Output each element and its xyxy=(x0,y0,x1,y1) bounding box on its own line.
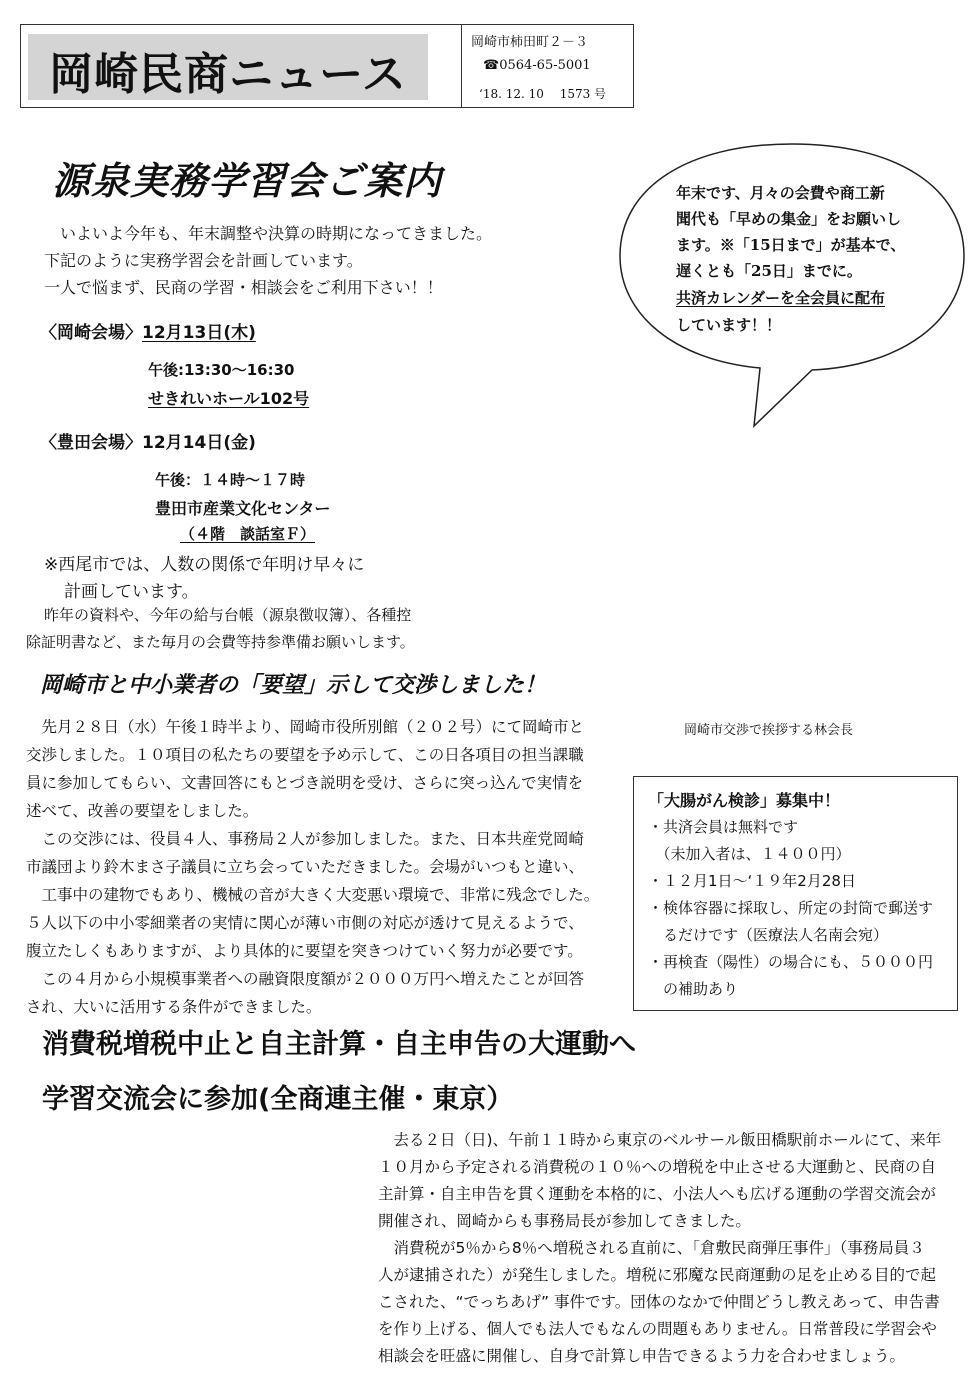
negotiation-body-5: この交渉には、役員４人、事務局２人が参加しました。また、日本共産党岡崎 xyxy=(26,830,585,848)
screening-line-3: ・１２月1日～‘１９年2月28日 xyxy=(648,872,856,890)
negotiation-body-10: この４月から小規模事業者への融資限度額が２０００万円へ増えたことが回答 xyxy=(26,970,585,988)
toyota-place: 豊田市産業文化センター xyxy=(155,499,331,518)
okazaki-venue-date: 12月13日(木) xyxy=(142,323,256,343)
bubble-line-2: 聞代も「早めの集金」をお願いし xyxy=(676,210,902,228)
masthead-issue: ‘18. 12. 10 1573 号 xyxy=(479,87,607,101)
screening-title: 「大腸がん検診」募集中！ xyxy=(648,791,841,810)
tax-headline-1: 消費税増税中止と自主計算・自主申告の大運動へ xyxy=(42,1029,636,1060)
tax-body-9: 相談会を旺盛に開催し、自身で計算し申告できるよう力を合わせましょう。 xyxy=(378,1347,906,1365)
bubble-calendar-notice: 共済カレンダーを全会員に配布 xyxy=(676,289,886,307)
negotiation-title: 岡崎市と中小業者の「要望」示して交渉しました！ xyxy=(40,673,547,698)
tax-body-7: こされた、“でっちあげ” 事件です。団体のなかで仲間どうし教えあって、申告書 xyxy=(378,1293,940,1311)
toyota-venue-label: 〈豊田会場〉 xyxy=(40,433,142,453)
negotiation-body-1: 先月２８日（水）午後１時半より、岡崎市役所別館（２０２号）にて岡崎市と xyxy=(26,718,585,736)
seminar-intro-1: いよいよ今年も、年末調整や決算の時期になってきました。 xyxy=(44,224,493,243)
okazaki-venue-label: 〈岡崎会場〉 xyxy=(40,323,142,343)
screening-line-4: ・検体容器に採取し、所定の封筒で郵送す xyxy=(648,899,934,917)
bubble-line-3: ます。※「15日まで」が基本で、 xyxy=(676,236,906,254)
bubble-line-1: 年末です、月々の会費や商工新 xyxy=(676,184,885,202)
tax-body-4: 開催され、岡崎からも事務局長が参加してきました。 xyxy=(378,1212,751,1230)
masthead-address: 岡崎市柿田町２－３ xyxy=(471,35,589,50)
tax-body-6: 人が逮捕された）が発生しました。増税に邪魔な民商運動の足を止める目的で起 xyxy=(378,1266,937,1284)
screening-line-7: の補助あり xyxy=(648,980,739,998)
newsletter-title: 岡崎民商ニュース xyxy=(49,49,407,100)
screening-line-5: るだけです（医療法人名南会宛） xyxy=(648,926,889,944)
seminar-title: 源泉実務学習会ご案内 xyxy=(52,159,443,203)
tax-body-3: 主計算・自主申告を貫く運動を本格的に、小法人へも広げる運動の学習交流会が xyxy=(378,1185,937,1203)
negotiation-body-7: 工事中の建物でもあり、機械の音が大きく大変悪い環境で、非常に残念でした。 xyxy=(26,886,600,904)
tax-body-2: １０月から予定される消費税の１０％への増税を中止させる大運動と、民商の自 xyxy=(378,1158,937,1176)
seminar-intro-3: 一人で悩まず、民商の学習・相談会をご利用下さい！！ xyxy=(44,278,443,297)
nishio-note-1: ※西尾市では、人数の関係で年明け早々に xyxy=(44,555,365,575)
screening-line-2: （未加入者は、１４００円） xyxy=(648,845,851,863)
tax-body-8: を作り上げる、個人でも法人でもなんの問題もありません。日常普段に学習会や xyxy=(378,1320,937,1338)
negotiation-body-3: 員に参加してもらい、文書回答にもとづき説明を受け、さらに突っ込んで実情を xyxy=(26,774,584,792)
photo-caption: 岡崎市交渉で挨拶する林会長 xyxy=(684,723,854,738)
masthead-title-box xyxy=(28,34,428,100)
tax-body-5: 消費税が5％から8％へ増税される直前に、「倉敷民商弾圧事件」（事務局員３ xyxy=(378,1239,925,1257)
screening-box xyxy=(633,776,958,1011)
tax-headline-2: 学習交流会に参加(全商連主催・東京） xyxy=(42,1084,514,1115)
toyota-time: 午後：１４時～１７時 xyxy=(155,471,306,489)
nishio-note-2: 計画しています。 xyxy=(64,582,199,602)
negotiation-body-4: 述べて、改善の要望をしました。 xyxy=(26,802,259,820)
negotiation-body-2: 交渉しました。１０項目の私たちの要望を予め示して、この日各項目の担当課職 xyxy=(26,746,584,764)
toyota-venue-date: 12月14日(金) xyxy=(142,433,256,453)
tax-body-1: 去る２日（日)、午前１１時から東京のベルサール飯田橋駅前ホールにて、来年 xyxy=(378,1131,942,1149)
toyota-room: （４階 談話室Ｆ） xyxy=(180,525,316,543)
negotiation-body-6: 市議団より鈴木まさ子議員に立ち会っていただきました。会場がいつもと違い、 xyxy=(26,858,585,876)
bring-note-2: 除証明書など、また毎月の会費等持参準備お願いします。 xyxy=(26,633,415,651)
okazaki-time: 午後:13:30～16:30 xyxy=(148,361,295,379)
bubble-calendar-tail: しています！！ xyxy=(676,316,782,334)
negotiation-body-9: 腹立たしくもありますが、より具体的に要望を突きつけていく努力が必要です。 xyxy=(26,942,583,960)
bubble-line-4: 遅くとも「25日」までに。 xyxy=(676,262,862,280)
negotiation-body-11: され、大いに活用する条件ができました。 xyxy=(26,998,322,1016)
okazaki-venue-heading xyxy=(40,318,256,343)
seminar-intro-2: 下記のように実務学習会を計画しています。 xyxy=(44,251,363,270)
screening-line-1: ・共済会員は無料です xyxy=(648,818,799,836)
screening-line-6: ・再検査（陽性）の場合にも、５０００円 xyxy=(648,953,934,971)
masthead xyxy=(20,24,634,108)
toyota-venue-heading xyxy=(40,428,256,453)
negotiation-body-8: ５人以下の中小零細業者の実情に関心が薄い市側の対応が透けて見えるようで、 xyxy=(26,914,584,932)
masthead-phone: ☎0564-65-5001 xyxy=(483,58,591,73)
okazaki-place: せきれいホール102号 xyxy=(148,389,310,408)
bring-note-1: 昨年の資料や、今年の給与台帳（源泉徴収簿）、各種控 xyxy=(44,606,412,624)
masthead-divider xyxy=(461,25,462,107)
